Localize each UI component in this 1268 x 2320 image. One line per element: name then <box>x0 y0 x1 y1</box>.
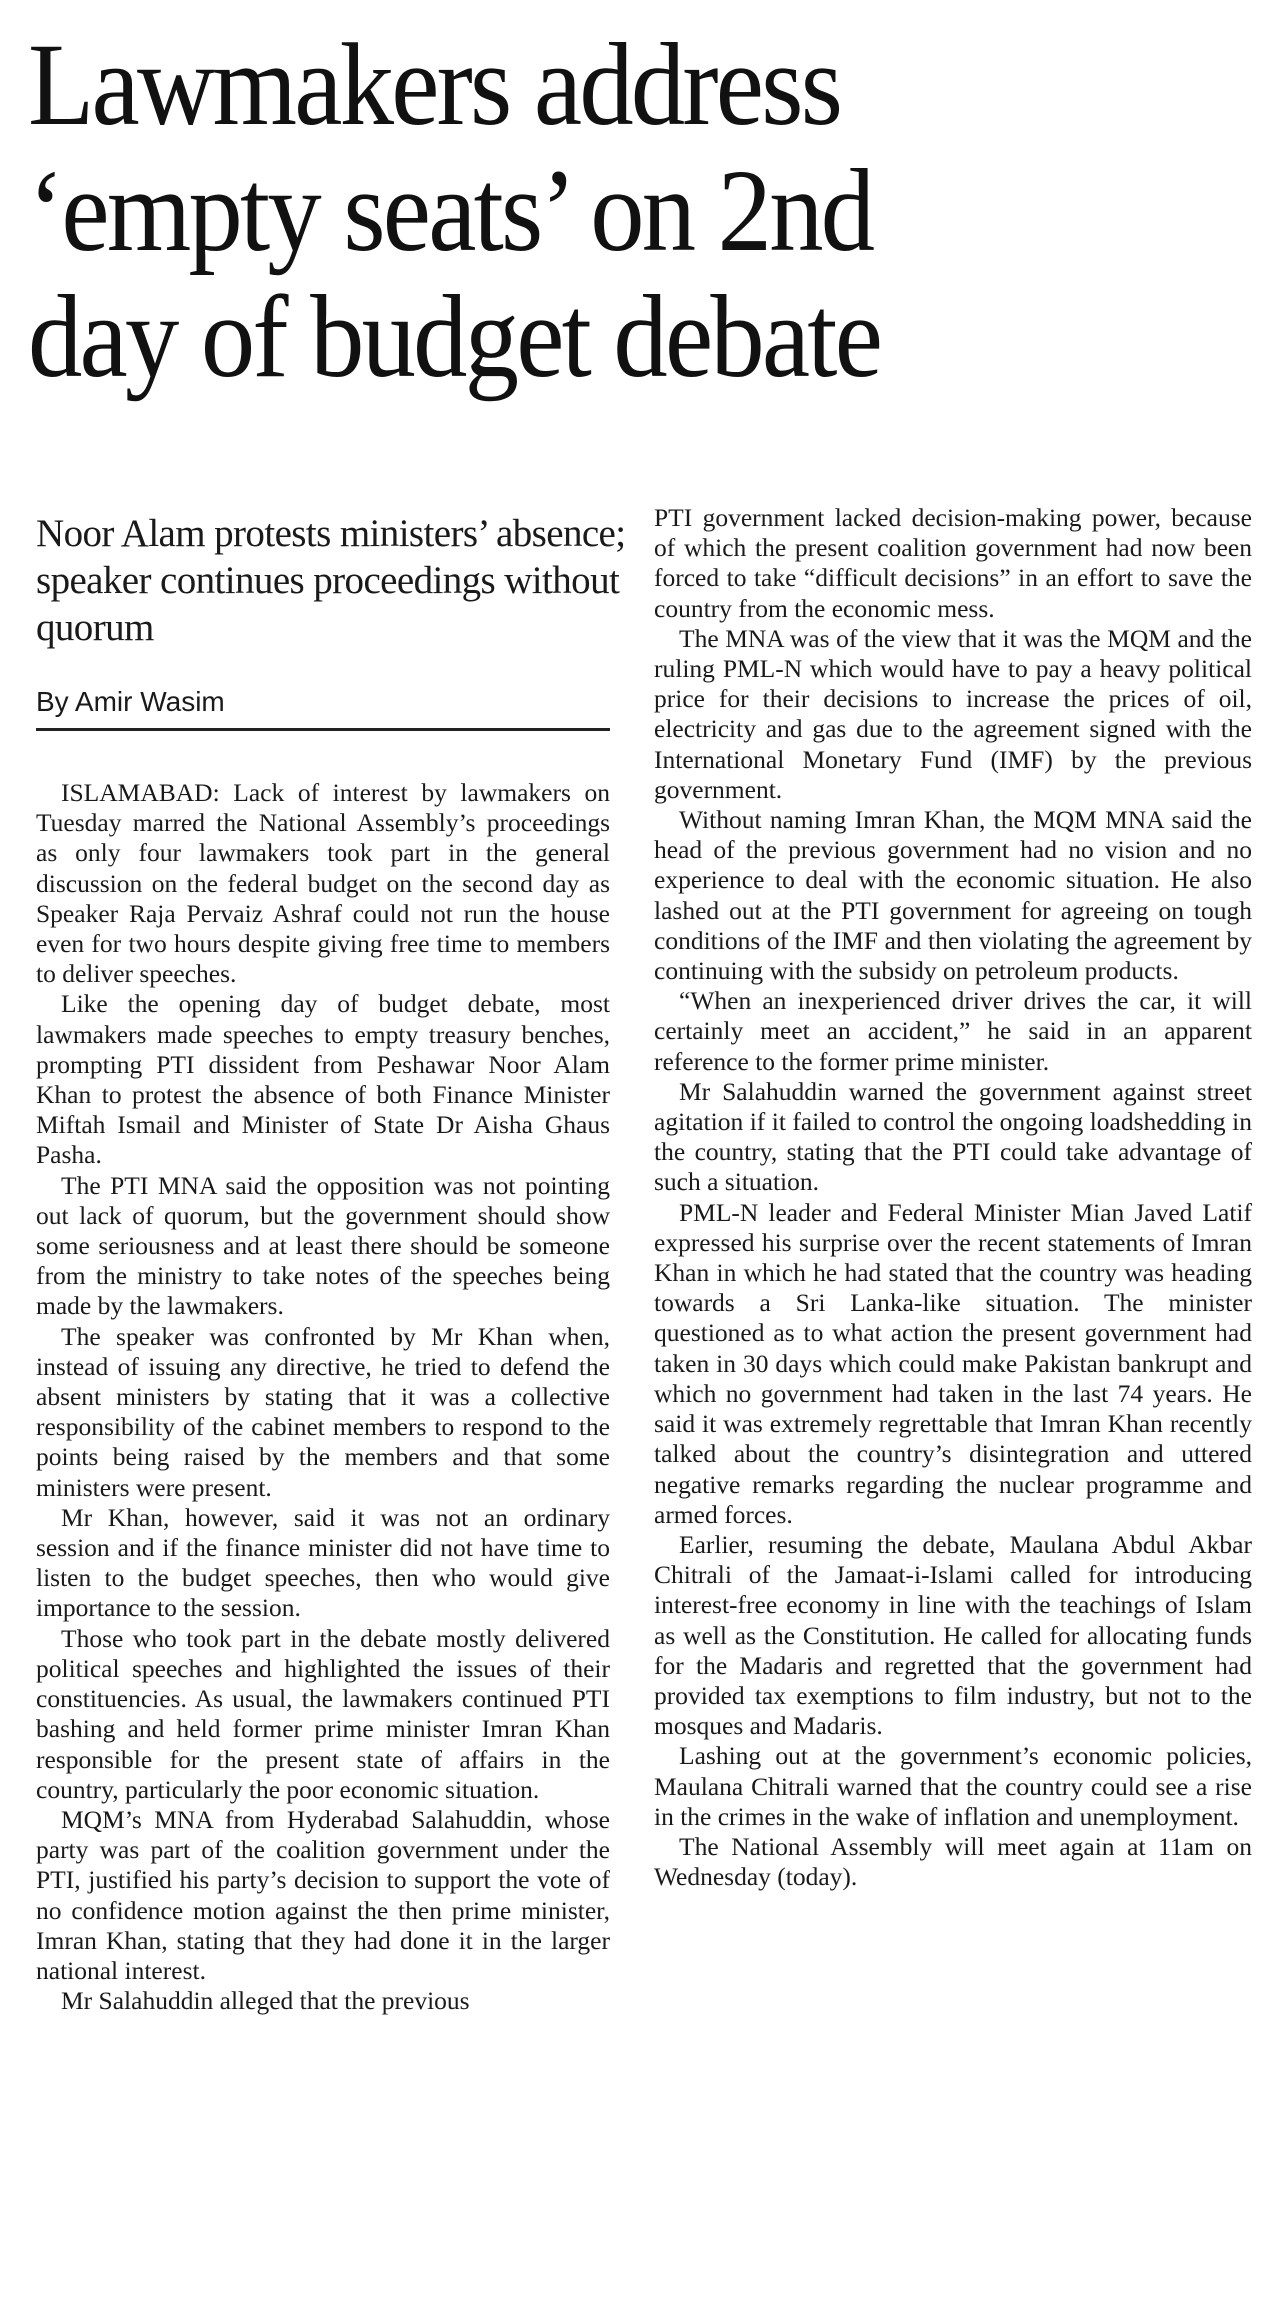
headline-line: day of budget debate <box>28 271 881 402</box>
paragraph: Lashing out at the government’s economic policies, Maulana Chitrali warned that the country could see a rise in the crimes in the wake of inflation and unemployment. <box>654 1741 1252 1831</box>
paragraph: The National Assembly will meet again at 11am on Wednesday (today). <box>654 1831 1252 1892</box>
paragraph: Mr Salahuddin alleged that the previous <box>61 1986 470 2016</box>
paragraph: Mr Khan, however, said it was not an ordinary session and if the finance minister did not have time to listen to the budget speeches, then who would give importance to the session. <box>36 1502 610 1623</box>
headline <box>28 19 1169 402</box>
paragraph: MQM’s MNA from Hyderabad Salahuddin, whose party was part of the coalition government under the PTI, justified his party’s decision to support the vote of no confidence motion against the then prime minister, Imran Khan, stating that they had done it in the larger national interest. <box>36 1804 610 1985</box>
paragraph: PML-N leader and Federal Minister Mian Javed Latif expressed his surprise over the recent statements of Imran Khan in which he had stated that the country was heading towards a Sri Lanka-like situation. The minister questioned as to what action the present government had taken in 30 days which could make Pakistan bankrupt and which no government had taken in the last 74 years. He said it was extremely regrettable that Imran Khan recently talked about the country’s disintegration and uttered negative remarks regarding the nuclear programme and armed forces. <box>654 1197 1252 1529</box>
headline-line: ‘empty seats’ on 2nd <box>28 145 873 276</box>
byline: By Amir Wasim <box>36 686 225 717</box>
paragraph: “When an inexperienced driver drives the car, it will certainly meet an accident,” he said in an apparent reference to the former prime minister. <box>654 986 1252 1076</box>
paragraph: Those who took part in the debate mostly delivered political speeches and highlighted the issues of their constituencies. As usual, the lawmakers continued PTI bashing and held former prime minister Imran Khan responsible for the present state of affairs in the country, particularly the poor economic situation. <box>36 1623 610 1804</box>
paragraph: The MNA was of the view that it was the MQM and the ruling PML-N which would have to pay a heavy political price for their decisions to increase the prices of oil, electricity and gas due to the agreement signed with the International Monetary Fund (IMF) by the previous government. <box>654 623 1252 804</box>
byline-divider <box>36 728 610 731</box>
paragraph: Like the opening day of budget debate, most lawmakers made speeches to empty treasury benches, prompting PTI dissident from Peshawar Noor Alam Khan to protest the absence of both Finance Minister Miftah Ismail and Minister of State Dr Aisha Ghaus Pasha. <box>36 989 610 1170</box>
paragraph: Without naming Imran Khan, the MQM MNA said the head of the previous government had no vision and no experience to deal with the economic situation. He also lashed out at the PTI government for agreeing on tough conditions of the IMF and then violating the agreement by continuing with the subsidy on petroleum products. <box>654 805 1252 986</box>
paragraph: ISLAMABAD: Lack of interest by lawmakers on Tuesday marred the National Assembly’s proceedings as only four lawmakers took part in the general discussion on the federal budget on the second day as Speaker Raja Pervaiz Ashraf could not run the house even for two hours despite giving free time to members to deliver speeches. <box>36 778 610 989</box>
paragraph-continued: PTI government lacked decision-making power, because of which the present coalition government had now been forced to take “difficult decisions” in an effort to save the country from the economic mess. <box>654 503 1252 623</box>
left-column-text <box>36 778 610 2016</box>
paragraph: The PTI MNA said the opposition was not pointing out lack of quorum, but the government should show some seriousness and at least there should be someone from the ministry to take notes of the speeches being made by the lawmakers. <box>36 1170 610 1321</box>
right-column-text <box>654 503 1252 1892</box>
subheadline: Noor Alam protests ministers’ absence; speaker continues proceedings without quorum <box>36 512 626 649</box>
paragraph: The speaker was confronted by Mr Khan when, instead of issuing any directive, he tried to defend the absent ministers by stating that it was a collective responsibility of the cabinet members to respond to the points being raised by the members and that some ministers were present. <box>36 1321 610 1502</box>
paragraph: Mr Salahuddin warned the government against street agitation if it failed to control the ongoing loadshedding in the country, stating that the PTI could take advantage of such a situation. <box>654 1076 1252 1197</box>
paragraph: Earlier, resuming the debate, Maulana Abdul Akbar Chitrali of the Jamaat-i-Islami called for introducing interest-free economy in line with the teachings of Islam as well as the Constitution. He called for allocating funds for the Madaris and regretted that the government had provided tax exemptions to film industry, but not to the mosques and Madaris. <box>654 1529 1252 1741</box>
headline-line: Lawmakers address <box>28 19 841 150</box>
